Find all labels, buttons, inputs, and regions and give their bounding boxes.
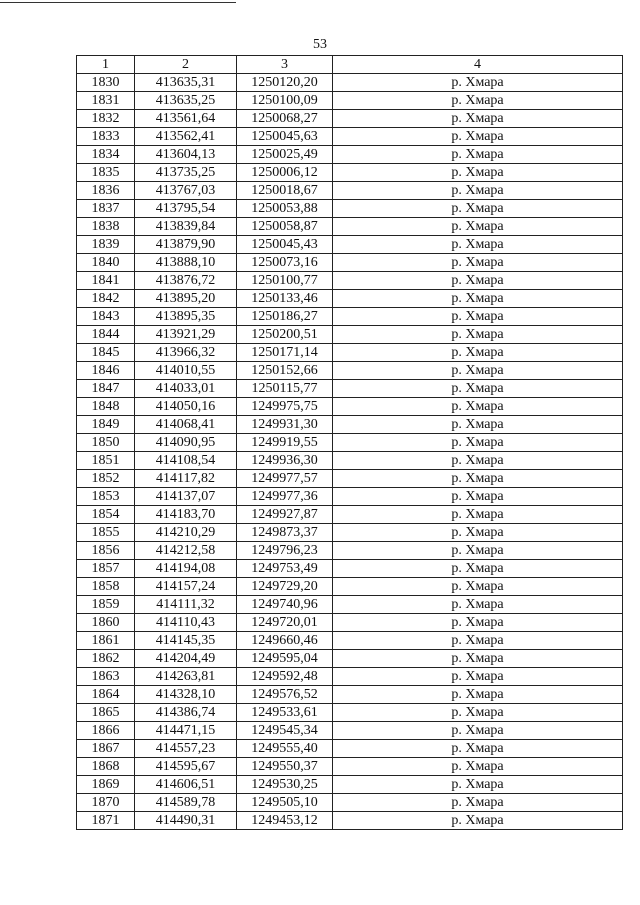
description-cell: р. Хмара xyxy=(333,470,623,488)
description-cell: р. Хмара xyxy=(333,272,623,290)
description-cell: р. Хмара xyxy=(333,488,623,506)
point-number-cell: 1834 xyxy=(77,146,135,164)
description-cell: р. Хмара xyxy=(333,614,623,632)
description-cell: р. Хмара xyxy=(333,452,623,470)
x-coordinate-cell: 414110,43 xyxy=(135,614,237,632)
x-coordinate-cell: 413876,72 xyxy=(135,272,237,290)
point-number-cell: 1852 xyxy=(77,470,135,488)
point-number-cell: 1838 xyxy=(77,218,135,236)
x-coordinate-cell: 414471,15 xyxy=(135,722,237,740)
y-coordinate-cell: 1249977,36 xyxy=(237,488,333,506)
table-row xyxy=(77,200,623,218)
y-coordinate-cell: 1250058,87 xyxy=(237,218,333,236)
point-number-cell: 1870 xyxy=(77,794,135,812)
x-coordinate-cell: 414194,08 xyxy=(135,560,237,578)
x-coordinate-cell: 413562,41 xyxy=(135,128,237,146)
point-number-cell: 1862 xyxy=(77,650,135,668)
point-number-cell: 1857 xyxy=(77,560,135,578)
x-coordinate-cell: 413604,13 xyxy=(135,146,237,164)
x-coordinate-cell: 413795,54 xyxy=(135,200,237,218)
description-cell: р. Хмара xyxy=(333,164,623,182)
description-cell: р. Хмара xyxy=(333,380,623,398)
x-coordinate-cell: 414157,24 xyxy=(135,578,237,596)
description-cell: р. Хмара xyxy=(333,632,623,650)
point-number-cell: 1858 xyxy=(77,578,135,596)
y-coordinate-cell: 1249931,30 xyxy=(237,416,333,434)
x-coordinate-cell: 414210,29 xyxy=(135,524,237,542)
x-coordinate-cell: 414490,31 xyxy=(135,812,237,830)
y-coordinate-cell: 1249975,75 xyxy=(237,398,333,416)
table-row xyxy=(77,362,623,380)
table-row xyxy=(77,686,623,704)
table-row xyxy=(77,416,623,434)
table-row xyxy=(77,398,623,416)
table-row xyxy=(77,380,623,398)
table-row xyxy=(77,164,623,182)
description-cell: р. Хмара xyxy=(333,416,623,434)
x-coordinate-cell: 413921,29 xyxy=(135,326,237,344)
x-coordinate-cell: 414108,54 xyxy=(135,452,237,470)
description-cell: р. Хмара xyxy=(333,308,623,326)
y-coordinate-cell: 1249873,37 xyxy=(237,524,333,542)
table-row xyxy=(77,272,623,290)
table-row xyxy=(77,128,623,146)
y-coordinate-cell: 1250068,27 xyxy=(237,110,333,128)
table-row xyxy=(77,650,623,668)
x-coordinate-cell: 413735,25 xyxy=(135,164,237,182)
point-number-cell: 1864 xyxy=(77,686,135,704)
x-coordinate-cell: 414595,67 xyxy=(135,758,237,776)
x-coordinate-cell: 413561,64 xyxy=(135,110,237,128)
description-cell: р. Хмара xyxy=(333,254,623,272)
description-cell: р. Хмара xyxy=(333,722,623,740)
y-coordinate-cell: 1249720,01 xyxy=(237,614,333,632)
description-cell: р. Хмара xyxy=(333,398,623,416)
point-number-cell: 1845 xyxy=(77,344,135,362)
coordinates-table xyxy=(76,55,623,830)
y-coordinate-cell: 1249936,30 xyxy=(237,452,333,470)
y-coordinate-cell: 1250171,14 xyxy=(237,344,333,362)
description-cell: р. Хмара xyxy=(333,560,623,578)
table-row xyxy=(77,776,623,794)
description-cell: р. Хмара xyxy=(333,578,623,596)
y-coordinate-cell: 1249729,20 xyxy=(237,578,333,596)
y-coordinate-cell: 1249740,96 xyxy=(237,596,333,614)
y-coordinate-cell: 1250100,09 xyxy=(237,92,333,110)
table-row xyxy=(77,110,623,128)
column-header-2: 2 xyxy=(135,56,237,74)
description-cell: р. Хмара xyxy=(333,92,623,110)
description-cell: р. Хмара xyxy=(333,146,623,164)
table-row xyxy=(77,632,623,650)
description-cell: р. Хмара xyxy=(333,74,623,92)
y-coordinate-cell: 1249919,55 xyxy=(237,434,333,452)
description-cell: р. Хмара xyxy=(333,128,623,146)
description-cell: р. Хмара xyxy=(333,812,623,830)
y-coordinate-cell: 1250073,16 xyxy=(237,254,333,272)
x-coordinate-cell: 413966,32 xyxy=(135,344,237,362)
description-cell: р. Хмара xyxy=(333,434,623,452)
column-header-3: 3 xyxy=(237,56,333,74)
point-number-cell: 1859 xyxy=(77,596,135,614)
y-coordinate-cell: 1250115,77 xyxy=(237,380,333,398)
x-coordinate-cell: 414212,58 xyxy=(135,542,237,560)
y-coordinate-cell: 1249977,57 xyxy=(237,470,333,488)
y-coordinate-cell: 1249796,23 xyxy=(237,542,333,560)
x-coordinate-cell: 414111,32 xyxy=(135,596,237,614)
x-coordinate-cell: 413635,31 xyxy=(135,74,237,92)
x-coordinate-cell: 414050,16 xyxy=(135,398,237,416)
point-number-cell: 1839 xyxy=(77,236,135,254)
table-row xyxy=(77,812,623,830)
x-coordinate-cell: 413895,35 xyxy=(135,308,237,326)
point-number-cell: 1850 xyxy=(77,434,135,452)
point-number-cell: 1830 xyxy=(77,74,135,92)
y-coordinate-cell: 1249545,34 xyxy=(237,722,333,740)
y-coordinate-cell: 1249660,46 xyxy=(237,632,333,650)
point-number-cell: 1854 xyxy=(77,506,135,524)
y-coordinate-cell: 1250006,12 xyxy=(237,164,333,182)
point-number-cell: 1866 xyxy=(77,722,135,740)
point-number-cell: 1863 xyxy=(77,668,135,686)
description-cell: р. Хмара xyxy=(333,740,623,758)
x-coordinate-cell: 413888,10 xyxy=(135,254,237,272)
table-row xyxy=(77,758,623,776)
table-row xyxy=(77,344,623,362)
point-number-cell: 1836 xyxy=(77,182,135,200)
description-cell: р. Хмара xyxy=(333,236,623,254)
point-number-cell: 1841 xyxy=(77,272,135,290)
description-cell: р. Хмара xyxy=(333,704,623,722)
y-coordinate-cell: 1250100,77 xyxy=(237,272,333,290)
x-coordinate-cell: 413767,03 xyxy=(135,182,237,200)
point-number-cell: 1848 xyxy=(77,398,135,416)
point-number-cell: 1844 xyxy=(77,326,135,344)
x-coordinate-cell: 414068,41 xyxy=(135,416,237,434)
description-cell: р. Хмара xyxy=(333,596,623,614)
table-row xyxy=(77,794,623,812)
x-coordinate-cell: 414010,55 xyxy=(135,362,237,380)
y-coordinate-cell: 1249576,52 xyxy=(237,686,333,704)
table-row xyxy=(77,614,623,632)
x-coordinate-cell: 414204,49 xyxy=(135,650,237,668)
table-row xyxy=(77,254,623,272)
table-row xyxy=(77,308,623,326)
description-cell: р. Хмара xyxy=(333,776,623,794)
description-cell: р. Хмара xyxy=(333,344,623,362)
table-row xyxy=(77,524,623,542)
table-row xyxy=(77,668,623,686)
x-coordinate-cell: 414386,74 xyxy=(135,704,237,722)
y-coordinate-cell: 1250120,20 xyxy=(237,74,333,92)
x-coordinate-cell: 414090,95 xyxy=(135,434,237,452)
x-coordinate-cell: 414117,82 xyxy=(135,470,237,488)
description-cell: р. Хмара xyxy=(333,182,623,200)
point-number-cell: 1861 xyxy=(77,632,135,650)
x-coordinate-cell: 414145,35 xyxy=(135,632,237,650)
point-number-cell: 1868 xyxy=(77,758,135,776)
point-number-cell: 1853 xyxy=(77,488,135,506)
table-row xyxy=(77,218,623,236)
description-cell: р. Хмара xyxy=(333,362,623,380)
point-number-cell: 1846 xyxy=(77,362,135,380)
table-row xyxy=(77,506,623,524)
x-coordinate-cell: 413839,84 xyxy=(135,218,237,236)
point-number-cell: 1871 xyxy=(77,812,135,830)
top-rule-divider xyxy=(0,2,236,3)
x-coordinate-cell: 414183,70 xyxy=(135,506,237,524)
x-coordinate-cell: 414263,81 xyxy=(135,668,237,686)
description-cell: р. Хмара xyxy=(333,326,623,344)
y-coordinate-cell: 1249595,04 xyxy=(237,650,333,668)
point-number-cell: 1832 xyxy=(77,110,135,128)
table-row xyxy=(77,722,623,740)
x-coordinate-cell: 414557,23 xyxy=(135,740,237,758)
description-cell: р. Хмара xyxy=(333,758,623,776)
y-coordinate-cell: 1250186,27 xyxy=(237,308,333,326)
table-row xyxy=(77,92,623,110)
table-row xyxy=(77,542,623,560)
table-row xyxy=(77,470,623,488)
y-coordinate-cell: 1249530,25 xyxy=(237,776,333,794)
x-coordinate-cell: 413635,25 xyxy=(135,92,237,110)
table-header-row xyxy=(77,56,623,74)
table-row xyxy=(77,326,623,344)
y-coordinate-cell: 1250045,63 xyxy=(237,128,333,146)
x-coordinate-cell: 414033,01 xyxy=(135,380,237,398)
description-cell: р. Хмара xyxy=(333,542,623,560)
table-row xyxy=(77,434,623,452)
description-cell: р. Хмара xyxy=(333,200,623,218)
description-cell: р. Хмара xyxy=(333,524,623,542)
y-coordinate-cell: 1249550,37 xyxy=(237,758,333,776)
y-coordinate-cell: 1250200,51 xyxy=(237,326,333,344)
point-number-cell: 1867 xyxy=(77,740,135,758)
column-header-4: 4 xyxy=(333,56,623,74)
table-row xyxy=(77,560,623,578)
y-coordinate-cell: 1249555,40 xyxy=(237,740,333,758)
point-number-cell: 1849 xyxy=(77,416,135,434)
y-coordinate-cell: 1250018,67 xyxy=(237,182,333,200)
description-cell: р. Хмара xyxy=(333,794,623,812)
y-coordinate-cell: 1250053,88 xyxy=(237,200,333,218)
description-cell: р. Хмара xyxy=(333,110,623,128)
point-number-cell: 1860 xyxy=(77,614,135,632)
y-coordinate-cell: 1249592,48 xyxy=(237,668,333,686)
x-coordinate-cell: 414606,51 xyxy=(135,776,237,794)
point-number-cell: 1842 xyxy=(77,290,135,308)
description-cell: р. Хмара xyxy=(333,650,623,668)
y-coordinate-cell: 1250025,49 xyxy=(237,146,333,164)
point-number-cell: 1856 xyxy=(77,542,135,560)
table-row xyxy=(77,488,623,506)
x-coordinate-cell: 414328,10 xyxy=(135,686,237,704)
description-cell: р. Хмара xyxy=(333,218,623,236)
y-coordinate-cell: 1249927,87 xyxy=(237,506,333,524)
table-row xyxy=(77,704,623,722)
point-number-cell: 1847 xyxy=(77,380,135,398)
page-number: 53 xyxy=(313,37,327,52)
description-cell: р. Хмара xyxy=(333,506,623,524)
point-number-cell: 1865 xyxy=(77,704,135,722)
table-row xyxy=(77,452,623,470)
point-number-cell: 1851 xyxy=(77,452,135,470)
description-cell: р. Хмара xyxy=(333,668,623,686)
x-coordinate-cell: 414589,78 xyxy=(135,794,237,812)
table-row xyxy=(77,578,623,596)
y-coordinate-cell: 1249533,61 xyxy=(237,704,333,722)
table-row xyxy=(77,596,623,614)
description-cell: р. Хмара xyxy=(333,290,623,308)
x-coordinate-cell: 413879,90 xyxy=(135,236,237,254)
point-number-cell: 1843 xyxy=(77,308,135,326)
point-number-cell: 1869 xyxy=(77,776,135,794)
y-coordinate-cell: 1250045,43 xyxy=(237,236,333,254)
table-body xyxy=(77,74,623,830)
point-number-cell: 1835 xyxy=(77,164,135,182)
y-coordinate-cell: 1250133,46 xyxy=(237,290,333,308)
y-coordinate-cell: 1249505,10 xyxy=(237,794,333,812)
y-coordinate-cell: 1250152,66 xyxy=(237,362,333,380)
table-row xyxy=(77,146,623,164)
table-row xyxy=(77,74,623,92)
point-number-cell: 1840 xyxy=(77,254,135,272)
table-row xyxy=(77,182,623,200)
table-row xyxy=(77,290,623,308)
y-coordinate-cell: 1249753,49 xyxy=(237,560,333,578)
point-number-cell: 1837 xyxy=(77,200,135,218)
table-row xyxy=(77,236,623,254)
description-cell: р. Хмара xyxy=(333,686,623,704)
y-coordinate-cell: 1249453,12 xyxy=(237,812,333,830)
table-row xyxy=(77,740,623,758)
column-header-1: 1 xyxy=(77,56,135,74)
point-number-cell: 1833 xyxy=(77,128,135,146)
point-number-cell: 1831 xyxy=(77,92,135,110)
x-coordinate-cell: 413895,20 xyxy=(135,290,237,308)
x-coordinate-cell: 414137,07 xyxy=(135,488,237,506)
point-number-cell: 1855 xyxy=(77,524,135,542)
